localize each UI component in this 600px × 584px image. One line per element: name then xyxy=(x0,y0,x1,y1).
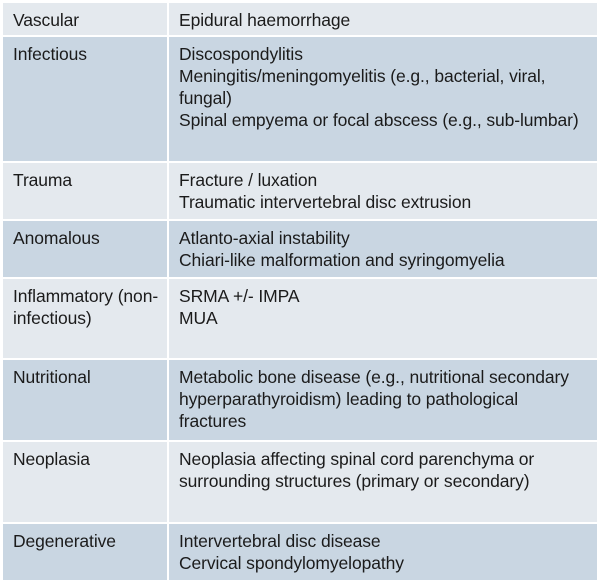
conditions-cell xyxy=(168,441,598,523)
condition-item: Fracture / luxation xyxy=(179,170,318,191)
condition-item: Neoplasia affecting spinal cord parenchyma or surrounding structures (primary or secondary) xyxy=(179,448,535,491)
category-cell xyxy=(2,359,168,441)
table-row-nutritional xyxy=(2,359,598,441)
conditions-cell xyxy=(168,359,598,441)
category-label: Infectious xyxy=(13,44,87,65)
category-label: Inflammatory (non-infectious) xyxy=(13,286,159,329)
condition-item: Intervertebral disc disease xyxy=(179,530,381,551)
condition-item: Discospondylitis xyxy=(179,44,303,65)
conditions-cell xyxy=(168,162,598,220)
conditions-cell xyxy=(168,220,598,278)
table-row-infectious xyxy=(2,36,598,162)
conditions-cell xyxy=(168,278,598,358)
table-row-vascular xyxy=(2,2,598,36)
condition-item: Spinal empyema or focal abscess (e.g., sub-lumbar) xyxy=(179,110,579,131)
condition-item: SRMA +/- IMPA xyxy=(179,286,300,307)
category-label: Trauma xyxy=(13,170,73,191)
conditions-cell xyxy=(168,2,598,36)
category-cell xyxy=(2,523,168,581)
condition-item: MUA xyxy=(179,308,218,329)
category-label: Degenerative xyxy=(13,530,116,551)
condition-item: Metabolic bone disease (e.g., nutritional secondary hyperparathyroidism) leading to pathological fractures xyxy=(179,366,569,431)
table-row-trauma xyxy=(2,162,598,220)
category-cell xyxy=(2,2,168,36)
condition-item: Cervical spondylomyelopathy xyxy=(179,552,404,573)
category-label: Vascular xyxy=(13,10,79,30)
condition-item: Meningitis/meningomyelitis (e.g., bacterial, viral, fungal) xyxy=(179,66,546,109)
table-row-inflammatory xyxy=(2,278,598,358)
table-row-degenerative xyxy=(2,523,598,581)
category-label: Anomalous xyxy=(13,228,100,249)
category-label: Neoplasia xyxy=(13,448,90,469)
condition-item: Chiari-like malformation and syringomyelia xyxy=(179,250,505,271)
category-label: Nutritional xyxy=(13,366,91,387)
condition-item: Epidural haemorrhage xyxy=(179,10,351,30)
conditions-cell xyxy=(168,36,598,162)
conditions-cell xyxy=(168,523,598,581)
differential-diagnosis-table xyxy=(1,1,599,582)
condition-item: Traumatic intervertebral disc extrusion xyxy=(179,192,472,213)
table-row-neoplasia xyxy=(2,441,598,523)
table-row-anomalous xyxy=(2,220,598,278)
category-cell xyxy=(2,162,168,220)
category-cell xyxy=(2,36,168,162)
condition-item: Atlanto-axial instability xyxy=(179,228,350,249)
category-cell xyxy=(2,441,168,523)
category-cell xyxy=(2,220,168,278)
category-cell xyxy=(2,278,168,358)
